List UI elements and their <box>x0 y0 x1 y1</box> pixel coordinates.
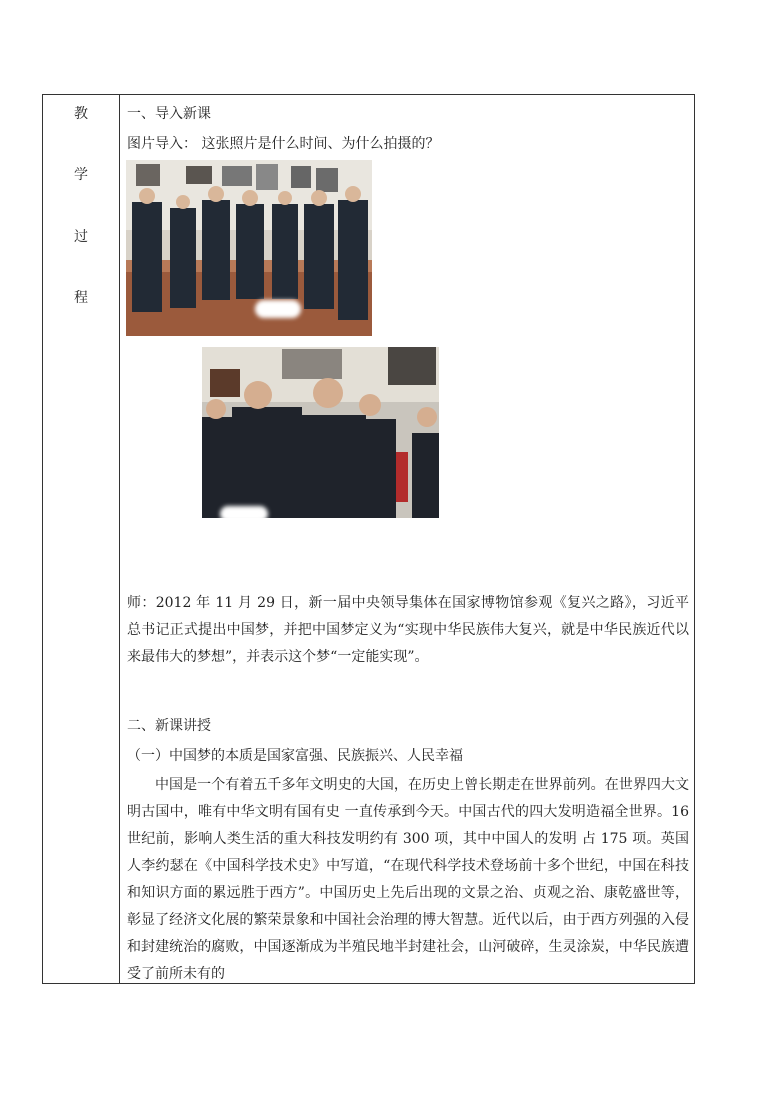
museum-photo-1 <box>126 160 372 336</box>
side-label-char: 教 <box>74 106 88 122</box>
museum-photo-2 <box>202 347 439 518</box>
side-label-char: 过 <box>74 229 88 245</box>
blur-patch <box>255 300 301 318</box>
side-label-char: 学 <box>74 167 88 183</box>
section2-subheading: （一）中国梦的本质是国家富强、民族振兴、人民幸福 <box>127 748 463 764</box>
section2-heading: 二、新课讲授 <box>127 718 211 734</box>
image-prompt: 图片导入： 这张照片是什么时间、为什么拍摄的？ <box>127 136 440 152</box>
column-divider <box>119 94 120 984</box>
teacher-remark: 师：2012 年 11 月 29 日，新一届中央领导集体在国家博物馆参观《复兴之路》，习近平总书记正式提出中国梦，并把中国梦定义为“实现中华民族伟大复兴，就是中华民族近代以来最伟大的梦想”，并表示这个梦“一定能实现”。 <box>127 595 689 665</box>
section1-heading: 一、导入新课 <box>127 106 211 122</box>
blur-patch <box>220 506 268 522</box>
side-label-char: 程 <box>74 290 88 306</box>
section2-body: 中国是一个有着五千多年文明史的大国，在历史上曾长期走在世界前列。在世界四大文明古国中，唯有中华文明有国有史 一直传承到今天。中国古代的四大发明造福全世界。16 世纪前，影响人类生活的重大科技发明约有 300 项，其中中国人的发明 占 175 项。英国人李约瑟在《中国科学技术史》中写道，“在现代科学技术登场前十多个世纪，中国在科技和知识方面的累远胜于西方”。中国历史上先后出现的文景之治、贞观之治、康乾盛世等，彰显了经济文化展的繁荣景象和中国社会治理的博大智慧。近代以后，由于西方列强的入侵和封建统治的腐败，中国逐渐成为半殖民地半封建社会，山河破碎，生灵涂炭，中华民族遭受了前所未有的 <box>127 777 689 982</box>
